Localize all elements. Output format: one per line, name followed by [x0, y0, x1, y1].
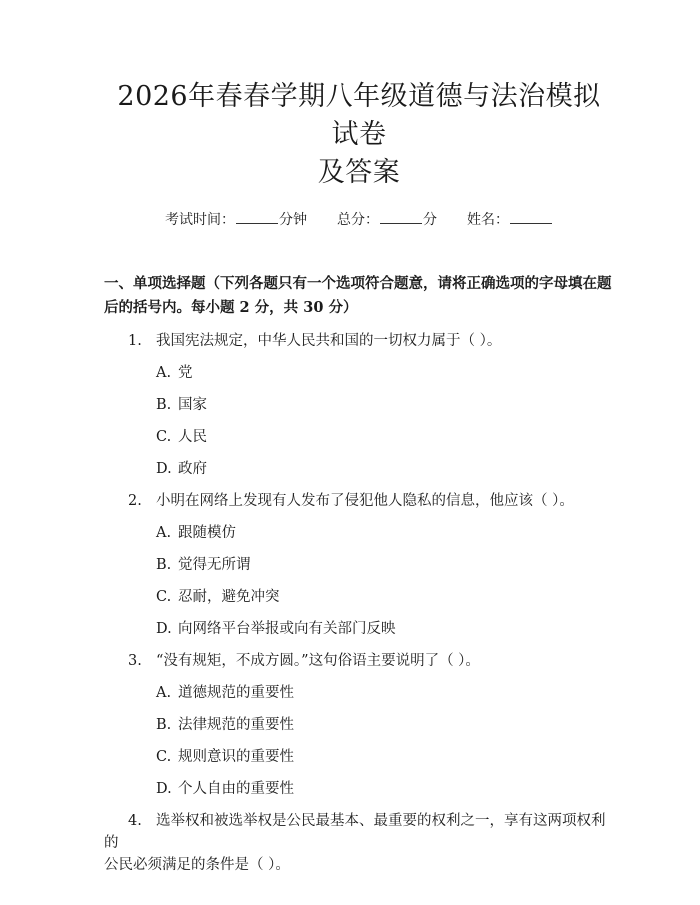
section-heading-line-2: 后的括号内。每小题 2 分，共 30 分）: [104, 299, 358, 316]
question-text: “没有规矩，不成方圆。”这句俗语主要说明了（ ）。: [156, 653, 480, 669]
total-score-unit: 分: [423, 212, 437, 228]
total-score-field: [337, 210, 437, 230]
option-a: [104, 682, 614, 704]
option-letter: A.: [156, 525, 172, 541]
question-text: 小明在网络上发现有人发布了侵犯他人隐私的信息，他应该（ ）。: [156, 493, 574, 509]
option-text: 道德规范的重要性: [178, 685, 294, 701]
option-d: [104, 778, 614, 800]
option-text: 个人自由的重要性: [178, 781, 294, 797]
option-letter: C.: [156, 749, 172, 765]
name-field: [467, 210, 553, 230]
question-number: 3.: [128, 653, 142, 669]
option-c: [104, 426, 614, 448]
question-number: 1.: [128, 333, 142, 349]
total-score-blank: [380, 211, 422, 224]
question-2: [104, 490, 614, 512]
exam-time-unit: 分钟: [279, 212, 307, 228]
name-label: 姓名：: [467, 212, 509, 228]
exam-info-row: [104, 210, 614, 230]
option-a: [104, 522, 614, 544]
option-letter: B.: [156, 397, 172, 413]
question-text-line-2: 公民必须满足的条件是（ ）。: [104, 857, 290, 873]
section-heading: [104, 272, 614, 320]
document-title: [104, 0, 614, 192]
option-letter: B.: [156, 717, 172, 733]
question-3: [104, 650, 614, 672]
question-text-line-1: 选举权和被选举权是公民最基本、最重要的权利之一，享有这两项权利的: [104, 813, 606, 851]
option-letter: D.: [156, 461, 172, 477]
question-4: [104, 810, 614, 876]
section-heading-line-1: 一、单项选择题（下列各题只有一个选项符合题意，请将正确选项的字母填在题: [104, 275, 612, 292]
exam-time-label: 考试时间：: [165, 212, 235, 228]
option-text: 规则意识的重要性: [178, 749, 294, 765]
option-letter: C.: [156, 429, 172, 445]
exam-time-field: [165, 210, 307, 230]
question-1: [104, 330, 614, 352]
title-line-2: 及答案: [317, 157, 401, 188]
option-b: [104, 554, 614, 576]
question-text: 我国宪法规定，中华人民共和国的一切权力属于（ ）。: [156, 333, 502, 349]
name-blank: [510, 211, 552, 224]
option-c: [104, 746, 614, 768]
option-letter: B.: [156, 557, 172, 573]
option-text: 政府: [178, 461, 207, 477]
option-text: 忍耐，避免冲突: [178, 589, 280, 605]
option-text: 跟随模仿: [178, 525, 236, 541]
option-text: 国家: [178, 397, 207, 413]
total-score-label: 总分：: [337, 212, 379, 228]
question-number: 4.: [128, 813, 142, 829]
option-c: [104, 586, 614, 608]
option-letter: A.: [156, 365, 172, 381]
question-list: [104, 330, 614, 876]
option-text: 人民: [178, 429, 207, 445]
option-a: [104, 362, 614, 384]
option-text: 向网络平台举报或向有关部门反映: [178, 621, 396, 637]
option-letter: D.: [156, 781, 172, 797]
exam-time-blank: [236, 211, 278, 224]
option-b: [104, 714, 614, 736]
option-letter: D.: [156, 621, 172, 637]
option-letter: C.: [156, 589, 172, 605]
option-b: [104, 394, 614, 416]
question-number: 2.: [128, 493, 142, 509]
option-text: 觉得无所谓: [178, 557, 251, 573]
option-letter: A.: [156, 685, 172, 701]
option-text: 党: [178, 365, 193, 381]
title-line-1: 2026年春春学期八年级道德与法治模拟试卷: [117, 81, 601, 150]
option-d: [104, 618, 614, 640]
option-d: [104, 458, 614, 480]
option-text: 法律规范的重要性: [178, 717, 294, 733]
